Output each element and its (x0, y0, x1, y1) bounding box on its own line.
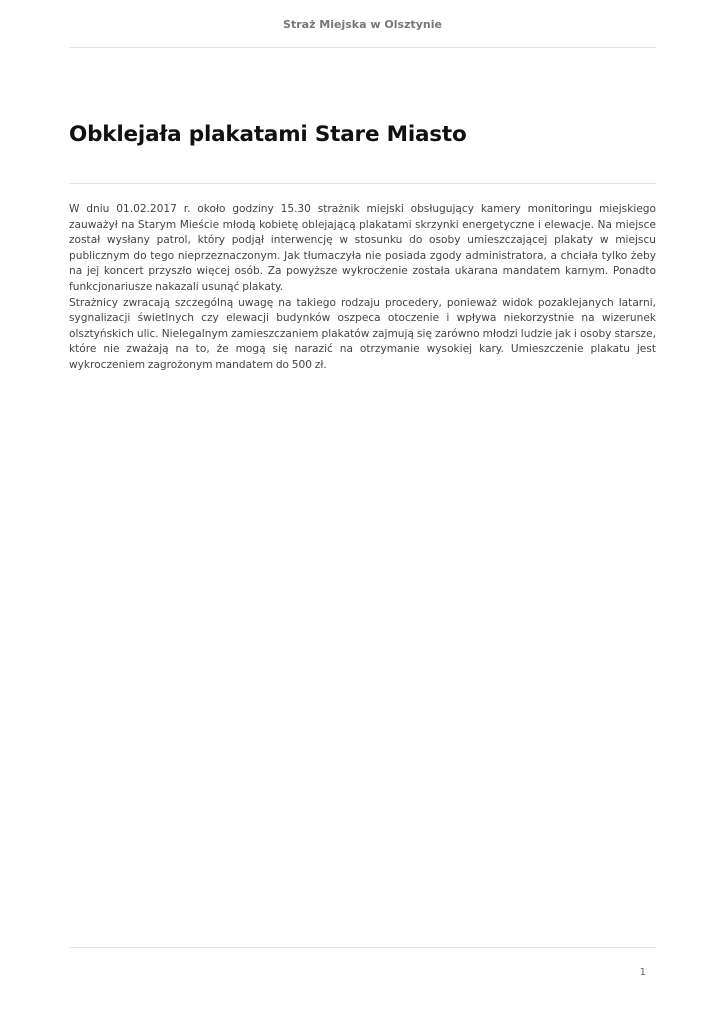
page-number: 1 (639, 967, 646, 978)
header-divider (69, 47, 656, 48)
footer-divider (69, 947, 656, 948)
article-title: Obklejała plakatami Stare Miasto (69, 122, 467, 147)
article-paragraph: Strażnicy zwracają szczególną uwagę na takiego rodzaju procedery, ponieważ widok pozaklejanych latarni, sygnalizacji świetlnych czy elewacji budynków oszpeca otoczenie i wpływa niekorzystnie na wizerunek olsztyńskich ulic. Nielegalnym zamieszczaniem plakatów zajmują się zarówno młodzi ludzie jak i osoby starsze, które nie zważają na to, że mogą się narazić na otrzymanie wysokiej kary. Umieszczenie plakatu jest wykroczeniem zagrożonym mandatem do 500 zł. (69, 296, 656, 371)
article-body (69, 202, 656, 374)
article-paragraph: W dniu 01.02.2017 r. około godziny 15.30 strażnik miejski obsługujący kamery monitoringu miejskiego zauważył na Starym Mieście młodą kobietę oblejającą plakatami skrzynki energetyczne i elewacje. Na miejsce został wysłany patrol, który podjął interwencję w stosunku do osoby umieszczającej plakaty w miejscu publicznym do tego nieprzeznaczonym. Jak tłumaczyła nie posiada zgody administratora, a chciała tylko żeby na jej koncert przyszło więcej osób. Za powyższe wykroczenie została ukarana mandatem karnym. Ponadto funkcjonariusze nakazali usunąć plakaty. (69, 203, 656, 293)
page-header-site-name: Straż Miejska w Olsztynie (283, 18, 442, 31)
title-divider (69, 183, 656, 184)
